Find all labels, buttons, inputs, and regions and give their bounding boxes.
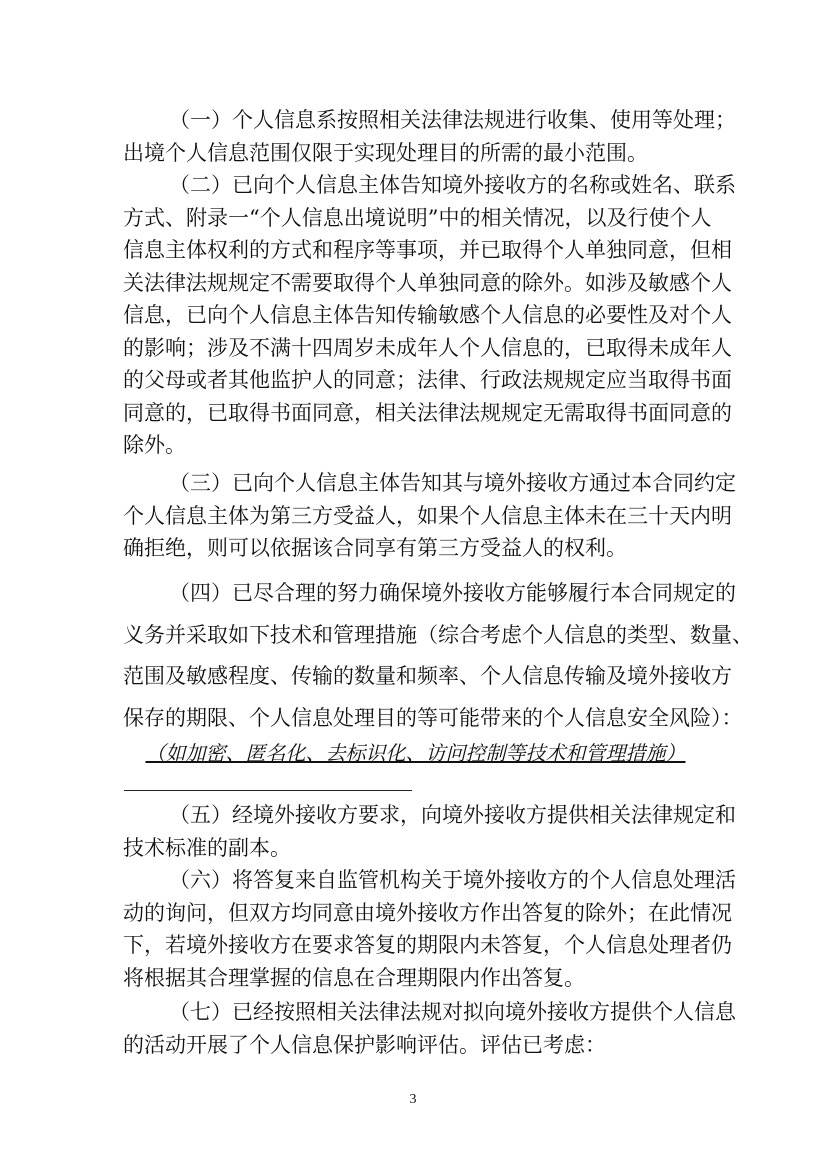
text-line: 除外。 <box>123 433 186 457</box>
text-line: 同意的，已取得书面同意，相关法律法规规定无需取得书面同意的 <box>123 400 732 425</box>
text-line: 的活动开展了个人信息保护影响评估。评估已考虑： <box>123 1032 606 1057</box>
paragraph-4 <box>123 573 753 739</box>
text-line: （三）已向个人信息主体告知其与境外接收方通过本合同约定 <box>169 471 736 495</box>
text-line: 关法律法规规定不需要取得个人单独同意的除外。如涉及敏感个人 <box>123 270 732 295</box>
text-line: （一）个人信息系按照相关法律法规进行收集、使用等处理； <box>169 108 736 132</box>
text-line: 信息，已向个人信息主体告知传输敏感个人信息的必要性及对个人 <box>123 303 732 327</box>
paragraph-2 <box>123 169 736 462</box>
text-line: 个人信息主体为第三方受益人，如果个人信息主体未在三十天内明 <box>123 503 732 528</box>
fill-in-hint: （如加密、匿名化、去标识化、访问控制等技术和管理措施） <box>145 741 686 765</box>
text-line: 下，若境外接收方在要求答复的期限内未答复，个人信息处理者仍 <box>123 933 732 957</box>
paragraph-5 <box>123 799 736 864</box>
text-line: （五）经境外接收方要求，向境外接收方提供相关法律规定和 <box>169 803 736 827</box>
text-line: （二）已向个人信息主体告知境外接收方的名称或姓名、联系 <box>169 173 736 197</box>
text-line: 方式、附录一“个人信息出境说明”中的相关情况，以及行使个人 <box>123 205 712 230</box>
paragraph-7 <box>123 996 736 1061</box>
paragraph-1 <box>123 104 736 169</box>
text-line: 确拒绝，则可以依据该合同享有第三方受益人的权利。 <box>123 536 627 560</box>
text-line: （四）已尽合理的努力确保境外接收方能够履行本合同规定的 <box>169 581 736 605</box>
text-line: 技术标准的副本。 <box>123 835 291 860</box>
paragraph-6 <box>123 864 736 994</box>
text-line: 的父母或者其他监护人的同意；法律、行政法规规定应当取得书面 <box>123 368 732 392</box>
text-line: （七）已经按照相关法律法规对拟向境外接收方提供个人信息 <box>169 1000 736 1024</box>
text-line: 将根据其合理掌握的信息在合理期限内作出答复。 <box>123 965 585 990</box>
text-line: （六）将答复来自监管机构关于境外接收方的个人信息处理活 <box>169 868 736 892</box>
blank-fill-line <box>124 790 412 791</box>
text-line: 信息主体权利的方式和程序等事项，并已取得个人单独同意，但相 <box>123 238 732 262</box>
text-line: 保存的期限、个人信息处理目的等可能带来的个人信息安全风险）： <box>123 705 743 730</box>
paragraph-3 <box>123 467 736 565</box>
text-line: 出境个人信息范围仅限于实现处理目的所需的最小范围。 <box>123 140 648 165</box>
page-number: 3 <box>409 1092 417 1107</box>
text-line: 范围及敏感程度、传输的数量和频率、个人信息传输及境外接收方 <box>123 664 732 688</box>
text-line: 的影响；涉及不满十四周岁未成年人个人信息的，已取得未成年人 <box>123 335 732 360</box>
text-line: 动的询问，但双方均同意由境外接收方作出答复的除外；在此情况 <box>123 900 732 925</box>
text-line: 义务并采取如下技术和管理措施（综合考虑个人信息的类型、数量、 <box>123 622 753 647</box>
